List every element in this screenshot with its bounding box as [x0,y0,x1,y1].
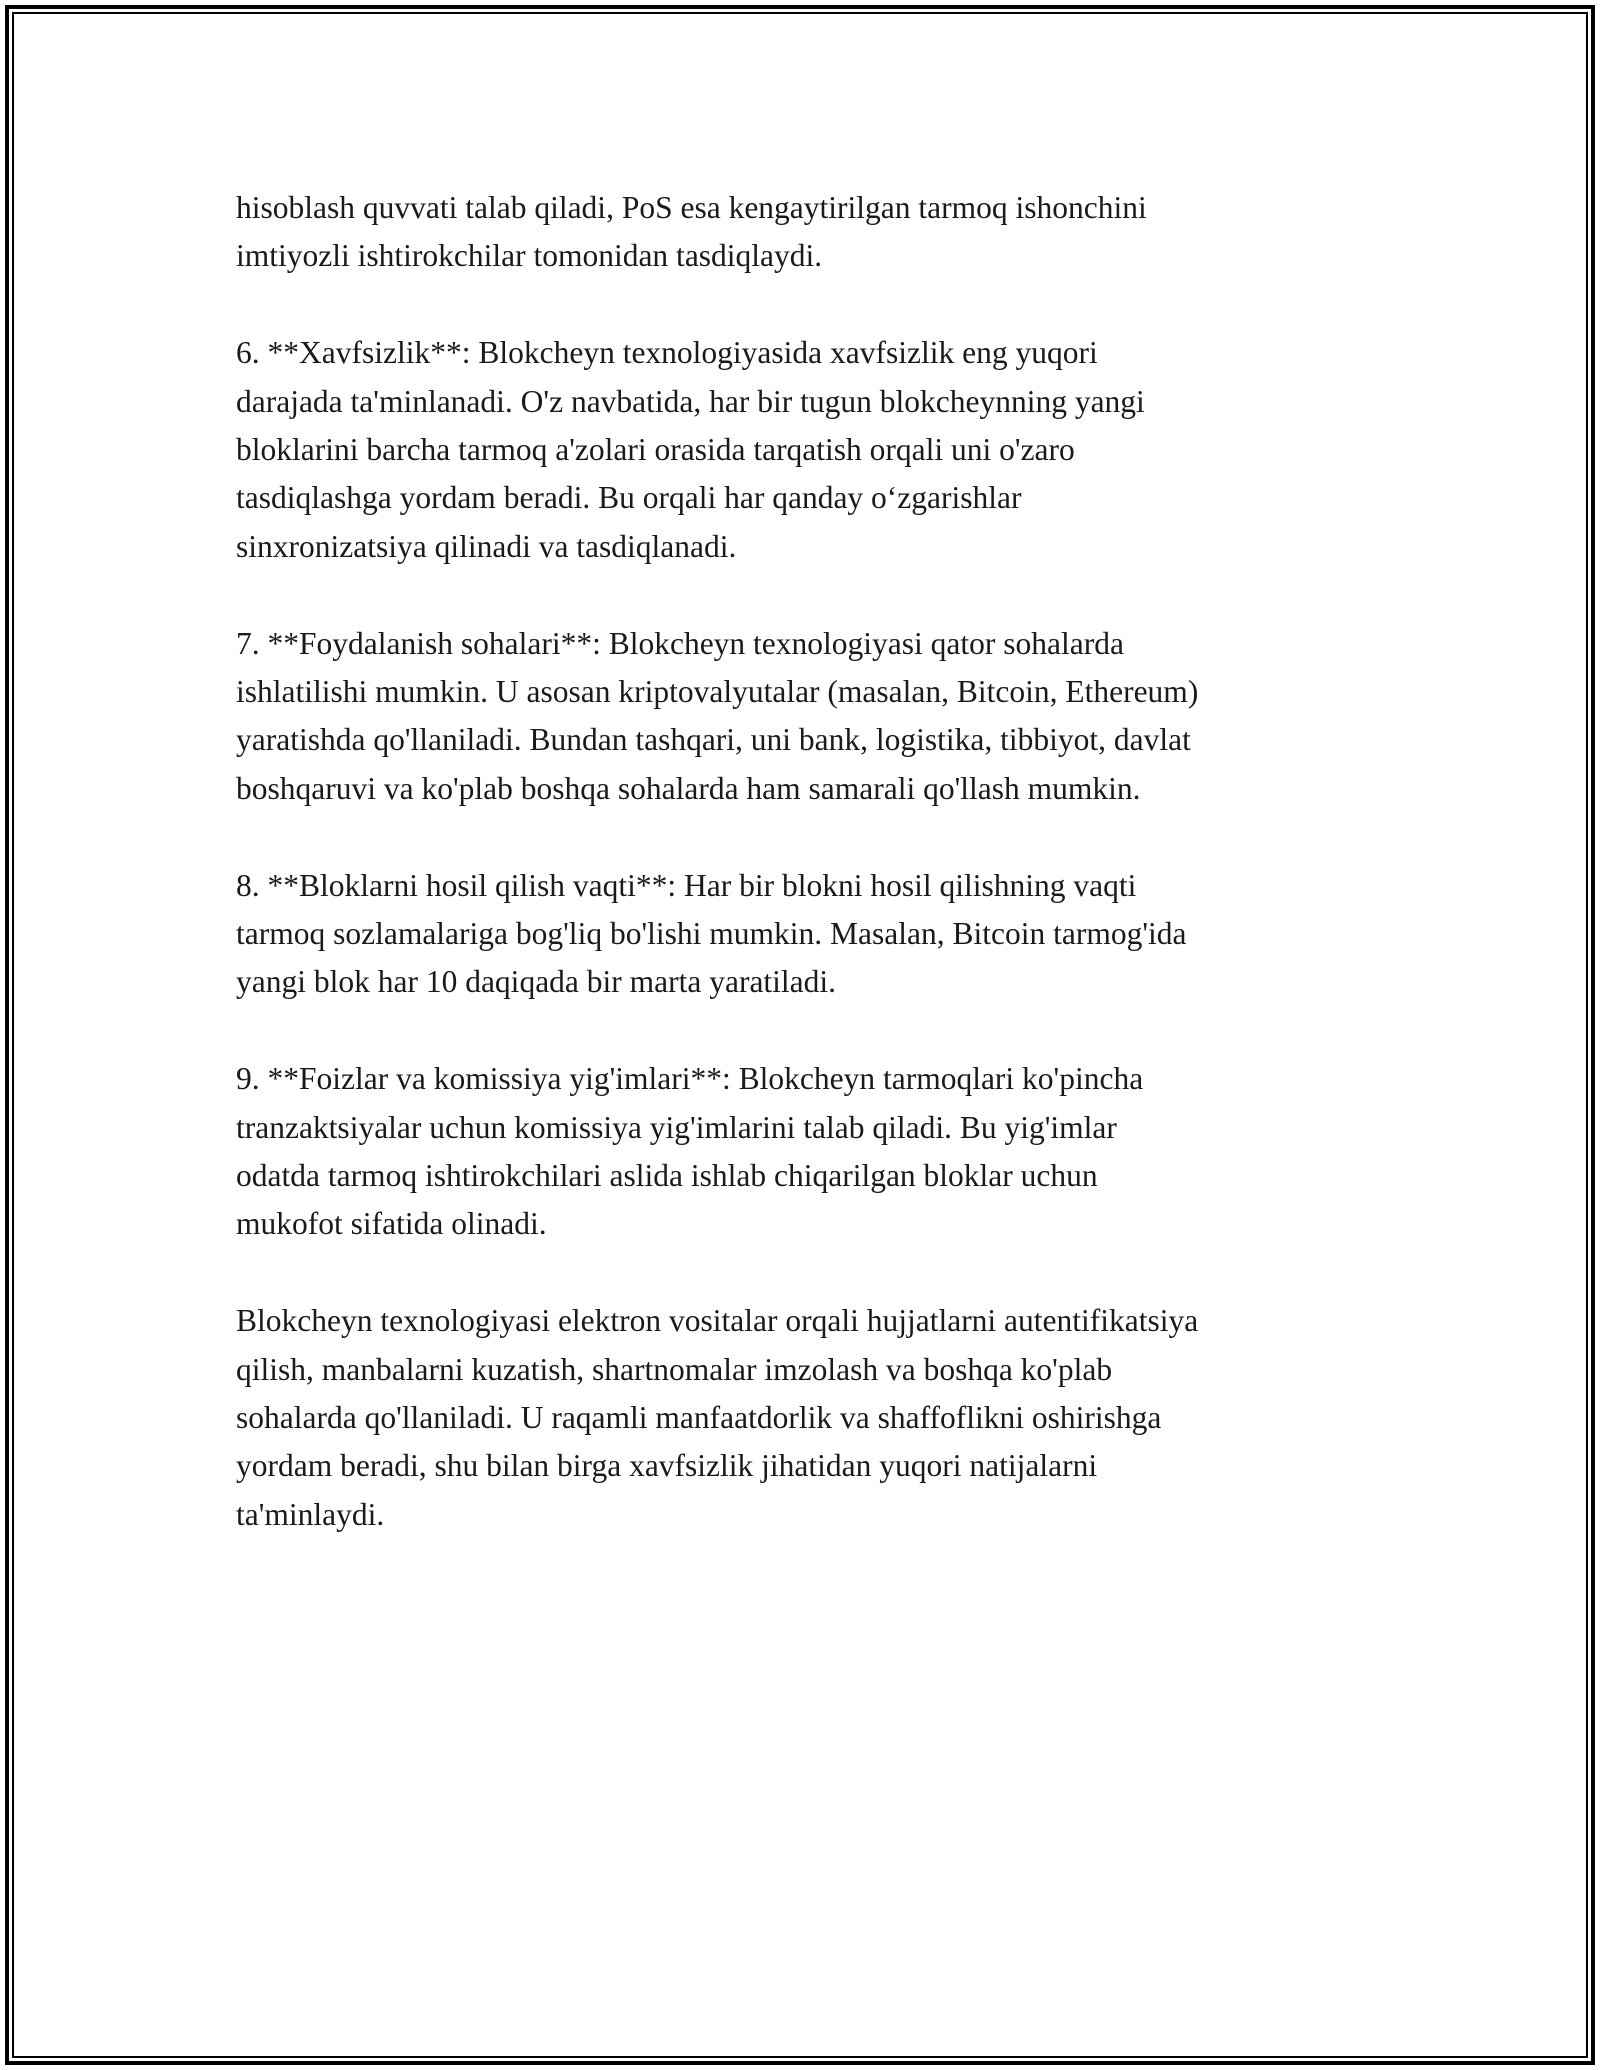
paragraph-security: 6. **Xavfsizlik**: Blokcheyn texnologiyasida xavfsizlik eng yuqori darajada ta'minlanadi. O'z navbatida, har bir tugun blokcheynning yangi bloklarini barcha tarmoq a'zolari orasida tarqatish orqali uni o'zaro tasdiqlashga yordam beradi. Bu orqali har qanday o‘zgarishlar sinxronizatsiya qilinadi va tasdiqlanadi. [236,335,1145,564]
paragraph-fees: 9. **Foizlar va komissiya yig'imlari**: Blokcheyn tarmoqlari ko'pincha tranzaktsiyalar uchun komissiya yig'imlarini talab qiladi. Bu yig'imlar odatda tarmoq ishtirokchilari aslida ishlab chiqarilgan bloklar uchun mukofot sifatida olinadi. [236,1061,1144,1242]
paragraph-conclusion: Blokcheyn texnologiyasi elektron vositalar orqali hujjatlarni autentifikatsiya qilish, manbalarni kuzatish, shartnomalar imzolash va boshqa ko'plab sohalarda qo'llaniladi. U raqamli manfaatdorlik va shaffoflikni oshirishga yordam beradi, shu bilan birga xavfsizlik jihatidan yuqori natijalarni ta'minlaydi. [236,1303,1199,1532]
paragraph-block-time: 8. **Bloklarni hosil qilish vaqti**: Har bir blokni hosil qilishning vaqti tarmoq sozlamalariga bog'liq bo'lishi mumkin. Masalan, Bitcoin tarmog'ida yangi blok har 10 daqiqada bir marta yaratiladi. [236,867,1187,1000]
document-body [236,184,1366,1588]
paragraph-pos-continuation: hisoblash quvvati talab qiladi, PoS esa kengaytirilgan tarmoq ishonchini imtiyozli ishtirokchilar tomonidan tasdiqlaydi. [236,190,1147,274]
paragraph-use-cases: 7. **Foydalanish sohalari**: Blokcheyn texnologiyasi qator sohalarda ishlatilishi mumkin. U asosan kriptovalyutalar (masalan, Bitcoin, Ethereum) yaratishda qo'llaniladi. Bundan tashqari, uni bank, logistika, tibbiyot, davlat boshqaruvi va ko'plab boshqa sohalarda ham samarali qo'llash mumkin. [236,625,1199,806]
